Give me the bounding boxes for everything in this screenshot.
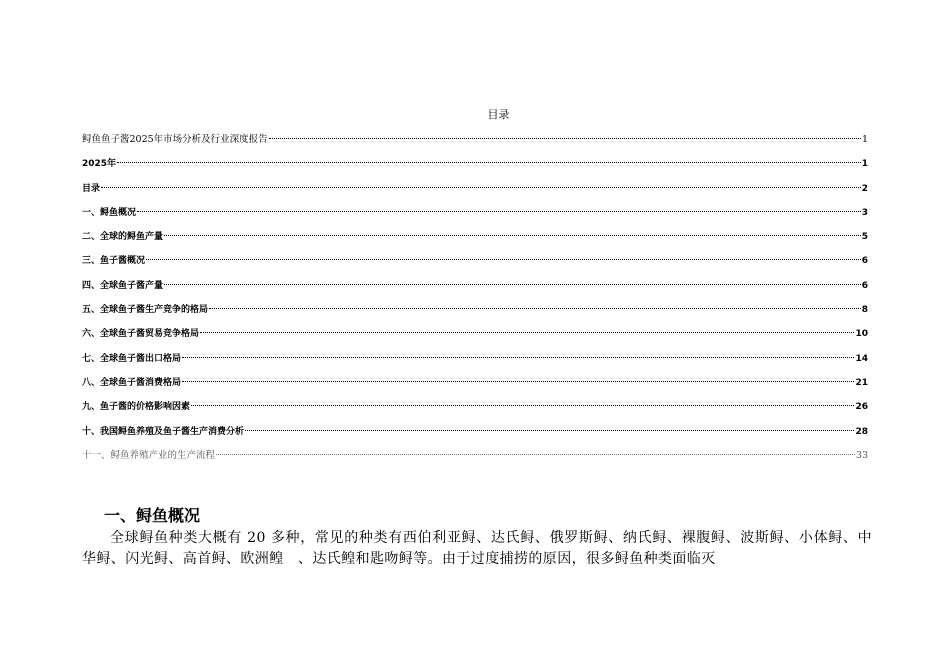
toc-entry[interactable] <box>82 182 868 206</box>
toc-dot-leader <box>137 211 861 212</box>
toc-entry-page: 2 <box>861 183 868 194</box>
toc-entry-page: 3 <box>861 207 868 218</box>
toc-entry-page: 21 <box>855 377 868 388</box>
toc-entry-label: 2025年 <box>82 159 117 170</box>
toc-dot-leader <box>164 235 861 236</box>
toc-entry[interactable] <box>82 279 868 303</box>
toc-entry-label: 五、全球鱼子酱生产竞争的格局 <box>82 305 209 316</box>
toc-entry[interactable] <box>82 327 868 351</box>
toc-dot-leader <box>216 454 855 455</box>
toc-dot-leader <box>269 138 861 139</box>
toc-entry-page: 26 <box>855 402 868 413</box>
toc-dot-leader <box>191 405 854 406</box>
toc-entry-label: 九、鱼子酱的价格影响因素 <box>82 402 191 413</box>
toc-entry-page: 14 <box>855 353 868 364</box>
toc-entry[interactable] <box>82 206 868 230</box>
toc-dot-leader <box>182 357 854 358</box>
toc-entry-label: 三、鱼子酱概况 <box>82 256 146 267</box>
toc-dot-leader <box>209 308 861 309</box>
toc-entry-page: 33 <box>855 449 868 461</box>
toc-entry-page: 28 <box>855 426 868 437</box>
toc-title: 目录 <box>487 108 510 121</box>
toc-entry-page: 6 <box>861 280 868 291</box>
toc-entry[interactable] <box>82 133 868 157</box>
toc-dot-leader <box>182 381 854 382</box>
toc-entry[interactable] <box>82 425 868 449</box>
toc-entry-label: 十、我国鲟鱼养殖及鱼子酱生产消费分析 <box>82 426 245 437</box>
toc-entry-page: 5 <box>861 232 868 243</box>
toc-entry-label: 十一、鲟鱼养殖产业的生产流程 <box>82 449 216 461</box>
table-of-contents <box>82 133 868 473</box>
toc-entry-page: 8 <box>861 305 868 316</box>
toc-dot-leader <box>200 332 854 333</box>
toc-entry-page: 10 <box>855 329 868 340</box>
toc-entry[interactable] <box>82 352 868 376</box>
toc-entry[interactable] <box>82 449 868 473</box>
toc-entry[interactable] <box>82 400 868 424</box>
toc-dot-leader <box>101 187 861 188</box>
toc-entry-label: 六、全球鱼子酱贸易竞争格局 <box>82 329 200 340</box>
body-paragraph: 全球鲟鱼种类大概有 20 多种，常见的种类有西伯利亚鲟、达氏鲟、俄罗斯鲟、纳氏鲟、裸腹鲟、波斯鲟、小体鲟、中华鲟、闪光鲟、高首鲟、欧洲鳇 、达氏鳇和匙吻鲟等。由于过度捕捞的原因，很多鲟鱼种类面临灭 <box>82 530 872 567</box>
toc-entry-page: 1 <box>861 159 868 170</box>
toc-dot-leader <box>164 284 861 285</box>
toc-entry[interactable] <box>82 376 868 400</box>
toc-entry[interactable] <box>82 157 868 181</box>
toc-entry[interactable] <box>82 254 868 278</box>
toc-dot-leader <box>245 430 854 431</box>
toc-entry[interactable] <box>82 303 868 327</box>
toc-entry-page: 6 <box>861 256 868 267</box>
toc-entry-label: 八、全球鱼子酱消费格局 <box>82 377 182 388</box>
toc-entry-label: 二、全球的鲟鱼产量 <box>82 232 164 243</box>
toc-dot-leader <box>146 259 861 260</box>
toc-entry-label: 四、全球鱼子酱产量 <box>82 280 164 291</box>
toc-entry-label: 鲟鱼鱼子酱2025年市场分析及行业深度报告 <box>82 134 268 145</box>
toc-dot-leader <box>117 162 861 163</box>
section-heading: 一、鲟鱼概况 <box>104 506 201 525</box>
toc-entry-label: 目录 <box>82 183 101 194</box>
toc-entry-label: 七、全球鱼子酱出口格局 <box>82 353 182 364</box>
toc-entry[interactable] <box>82 230 868 254</box>
toc-entry-label: 一、鲟鱼概况 <box>82 207 137 218</box>
toc-entry-page: 1 <box>861 134 868 145</box>
